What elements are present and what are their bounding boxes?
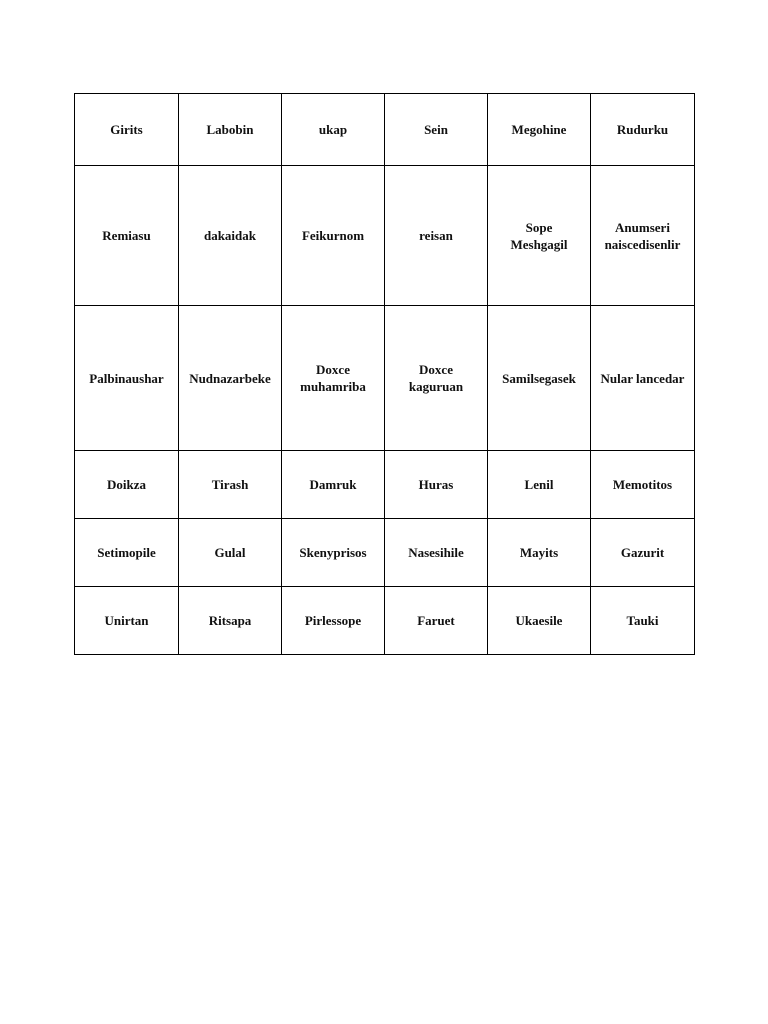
table-cell: Lenil	[488, 451, 591, 519]
table-cell: dakaidak	[179, 166, 282, 306]
table-cell: Tauki	[591, 587, 695, 655]
table-cell: Anumseri naiscedisenlir	[591, 166, 695, 306]
table-cell: Unirtan	[75, 587, 179, 655]
table-cell: Nasesihile	[385, 519, 488, 587]
table-cell: Feikurnom	[282, 166, 385, 306]
table-cell: Megohine	[488, 94, 591, 166]
table-row	[75, 94, 695, 166]
table-cell: Damruk	[282, 451, 385, 519]
table-cell: Remiasu	[75, 166, 179, 306]
table-cell: Skenyprisos	[282, 519, 385, 587]
table-cell: ukap	[282, 94, 385, 166]
table-cell: Nudnazarbeke	[179, 306, 282, 451]
table-row	[75, 519, 695, 587]
table-cell: Memotitos	[591, 451, 695, 519]
table-cell: Setimopile	[75, 519, 179, 587]
table-cell: Faruet	[385, 587, 488, 655]
table-row	[75, 306, 695, 451]
table-cell: Tirash	[179, 451, 282, 519]
table-cell: Palbinaushar	[75, 306, 179, 451]
table-cell: Mayits	[488, 519, 591, 587]
table-cell: Ukaesile	[488, 587, 591, 655]
table-cell: Nular lancedar	[591, 306, 695, 451]
table-cell: Huras	[385, 451, 488, 519]
table-cell: Sein	[385, 94, 488, 166]
table-cell: Samilsegasek	[488, 306, 591, 451]
table-row	[75, 451, 695, 519]
table-cell: Ritsapa	[179, 587, 282, 655]
table-cell: Sope Meshgagil	[488, 166, 591, 306]
table-cell: Doxce muhamriba	[282, 306, 385, 451]
table-cell: Doxce kaguruan	[385, 306, 488, 451]
table-cell: Pirlessope	[282, 587, 385, 655]
word-grid-table	[74, 93, 695, 655]
table-cell: Rudurku	[591, 94, 695, 166]
table-cell: Gazurit	[591, 519, 695, 587]
table-row	[75, 587, 695, 655]
table-row	[75, 166, 695, 306]
table-cell: Gulal	[179, 519, 282, 587]
table-cell: reisan	[385, 166, 488, 306]
table-cell: Girits	[75, 94, 179, 166]
table-cell: Labobin	[179, 94, 282, 166]
table-cell: Doikza	[75, 451, 179, 519]
